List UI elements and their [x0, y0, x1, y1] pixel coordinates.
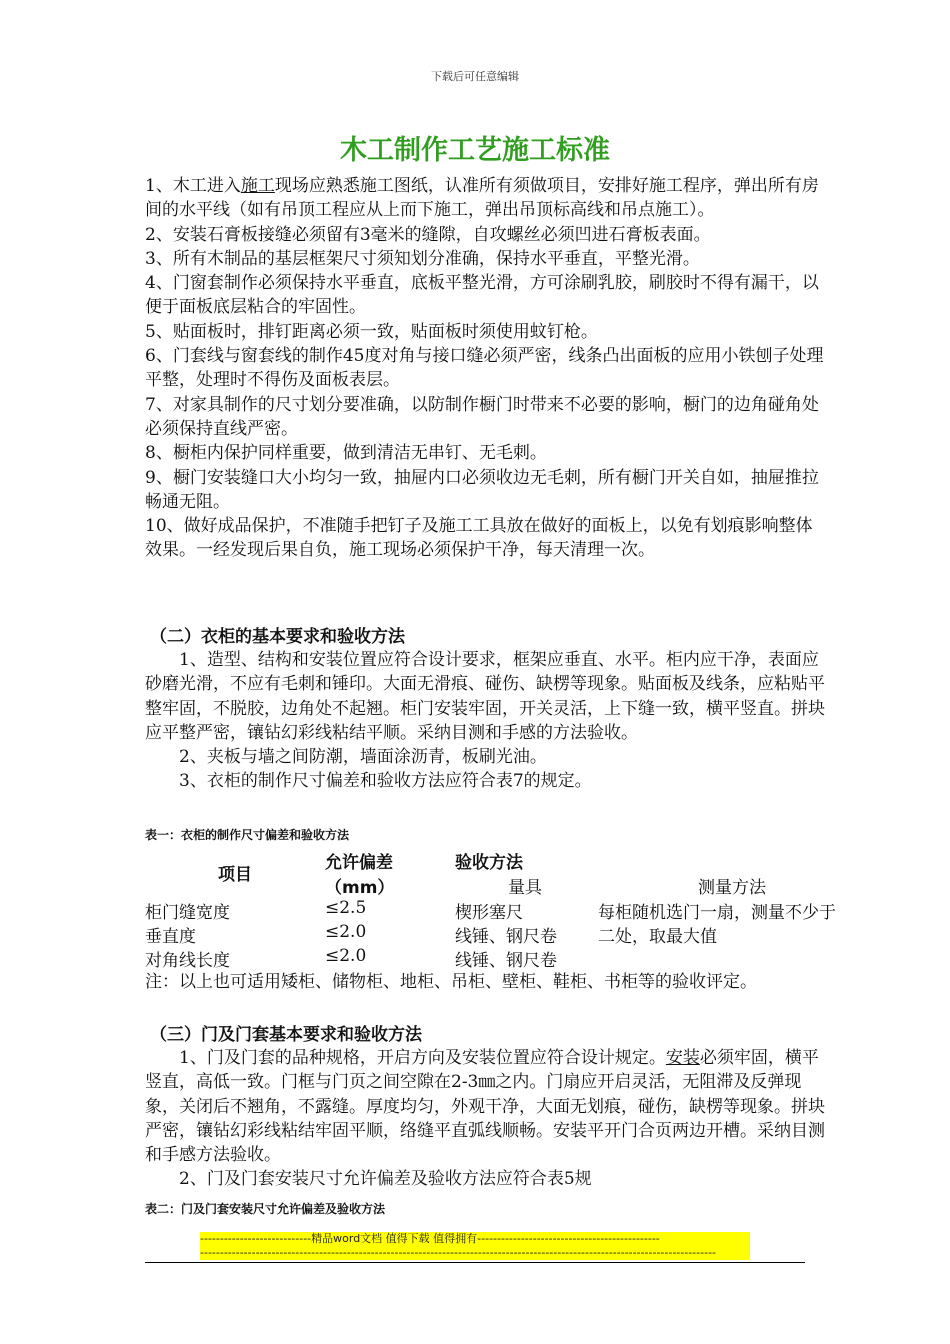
- section-2-item-1: 1、造型、结构和安装位置应符合设计要求，框架应垂直、水平。柜内应干净，表面应砂磨光滑，不应有毛刺和锤印。大面无滑痕、碰伤、缺楞等现象。贴面板及线条，应粘贴平整牢固，不脱胶，边角处不起翘。柜门安装牢固，开关灵活，上下缝一致，横平竖直。拼块应平整严密，镶钻幻彩线粘结平顺。采纳目测和手感的方法验收。: [145, 650, 825, 743]
- intro-item-10: 10、做好成品保护，不准随手把钉子及施工工具放在做好的面板上，以免有划痕影响整体效果。一经发现后果自负，施工现场必须保护干净，每天清理一次。: [145, 516, 813, 561]
- table-2-caption: 表二：门及门套安装尺寸允许偏差及验收方法: [145, 1202, 386, 1216]
- table-row-3-item: 对角线长度: [145, 951, 230, 971]
- section-3-item-2: 2、门及门套安装尺寸允许偏差及验收方法应符合表5规: [179, 1169, 592, 1190]
- intro-list: [145, 174, 825, 563]
- table-header-tolerance-unit: （mm）: [325, 878, 395, 898]
- table-header-measure: 测量方法: [698, 878, 766, 898]
- table-1-note: 注：以上也可适用矮柜、储物柜、地柜、吊柜、壁柜、鞋柜、书柜等的验收评定。: [145, 972, 757, 992]
- header-note: 下载后可任意编辑: [431, 70, 519, 83]
- section-3-body: [145, 1046, 825, 1192]
- intro-item-7: 7、对家具制作的尺寸划分要准确，以防制作橱门时带来不必要的影响，橱门的边角碰角处必须保持直线严密。: [145, 394, 819, 439]
- footer-banner-line-1: ----------------------------精品word文档 值得下载 值得拥有----------------------------------------------: [200, 1232, 750, 1246]
- intro-item-5: 5、贴面板时，排钉距离必须一致，贴面板时须使用蚊钉枪。: [145, 321, 598, 342]
- table-header-item: 项目: [218, 865, 252, 885]
- page-title: 木工制作工艺施工标准: [340, 135, 610, 166]
- intro-item-1-text-a: 1、木工进入: [145, 176, 241, 196]
- table-header-tool: 量具: [508, 878, 542, 898]
- install-link[interactable]: 安装: [665, 1048, 700, 1068]
- footer-rule: [145, 1262, 805, 1263]
- section-3-item-1-text-b: 必须牢固，横平竖直，高低一致。门框与门页之间空隙在2-3㎜之内。门扇应开启灵活，无阻滞及反弹现象，关闭后不翘角，不露缝。厚度均匀，外观干净，大面无划痕，碰伤，缺楞等现象。拼块严密，镶钻幻彩线粘结牢固平顺，络缝平直弧线顺畅。安装平开门合页两边开槽。采纳目测和手感方法验收。: [145, 1048, 825, 1166]
- table-header-tolerance: 允许偏差: [325, 853, 393, 873]
- section-3-heading: （三）门及门套基本要求和验收方法: [150, 1025, 422, 1045]
- intro-item-3: 3、所有木制品的基层框架尺寸须知划分准确，保持水平垂直，平整光滑。: [145, 248, 700, 269]
- intro-item-6: 6、门套线与窗套线的制作45度对角与接口缝必须严密，线条凸出面板的应用小铁刨子处理平整，处理时不得伤及面板表层。: [145, 346, 824, 391]
- table-measure-line-2: 二处，取最大值: [598, 927, 717, 947]
- table-row-2-item: 垂直度: [145, 927, 196, 947]
- section-3-item-1-text-a: 1、门及门套的品种规格，开启方向及安装位置应符合设计规定。: [179, 1048, 666, 1068]
- table-row-3-tool: 线锤、钢尺卷: [455, 951, 557, 971]
- intro-item-2: 2、安装石膏板接缝必须留有3毫米的缝隙，自攻螺丝必须凹进石膏板表面。: [145, 224, 711, 245]
- intro-item-8: 8、橱柜内保护同样重要，做到清洁无串钉、无毛刺。: [145, 443, 547, 464]
- table-row-1-tool: 楔形塞尺: [455, 903, 523, 923]
- section-2-item-2: 2、夹板与墙之间防潮，墙面涂沥青，板刷光油。: [179, 747, 547, 768]
- table-row-2-tool: 线锤、钢尺卷: [455, 927, 557, 947]
- intro-item-1: [145, 174, 825, 223]
- construction-link[interactable]: 施工: [240, 176, 275, 196]
- intro-item-9: 9、橱门安装缝口大小均匀一致，抽屉内口必须收边无毛刺，所有橱门开关自如，抽屉推拉畅通无阻。: [145, 467, 819, 512]
- table-row-3-tolerance: ≤2.0: [325, 946, 367, 966]
- table-row-2-tolerance: ≤2.0: [325, 922, 367, 942]
- table-header-method: 验收方法: [455, 853, 523, 873]
- section-2-body: [145, 648, 825, 794]
- table-measure-line-1: 每柜随机选门一扇，测量不少于: [598, 903, 836, 923]
- footer-banner-line-2: ----------------------------------------------------------------------------------------------------------------------------------: [200, 1246, 750, 1260]
- section-2-heading: （二）衣柜的基本要求和验收方法: [150, 627, 405, 647]
- section-3-item-1: [145, 1046, 825, 1167]
- table-row-1-tolerance: ≤2.5: [325, 898, 367, 918]
- table-1-caption: 表一：衣柜的制作尺寸偏差和验收方法: [145, 828, 350, 842]
- section-2-item-3: 3、衣柜的制作尺寸偏差和验收方法应符合表7的规定。: [179, 771, 592, 792]
- intro-item-1-text-b: 现场应熟悉施工图纸，认准所有须做项目，安排好施工程序，弹出所有房间的水平线（如有吊顶工程应从上而下施工，弹出吊顶标高线和吊点施工）。: [145, 176, 819, 221]
- table-row-1-item: 柜门缝宽度: [145, 903, 230, 923]
- intro-item-4: 4、门窗套制作必须保持水平垂直，底板平整光滑，方可涂刷乳胶，刷胶时不得有漏干，以便于面板底层粘合的牢固性。: [145, 273, 819, 318]
